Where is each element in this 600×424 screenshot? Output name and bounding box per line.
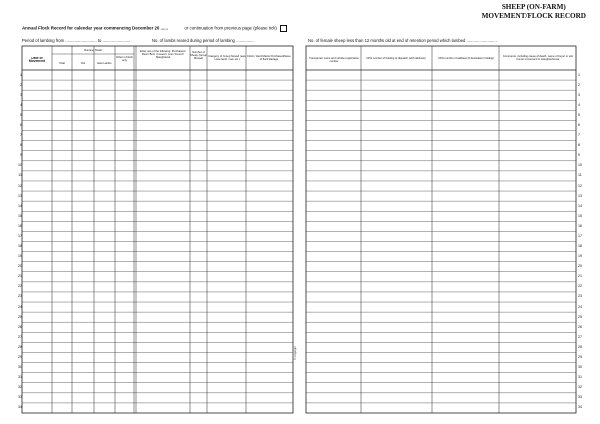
left-row-number: 11 xyxy=(18,173,22,178)
left-row-number: 3 xyxy=(20,92,22,97)
title-line1: SHEEP (ON-FARM) xyxy=(501,3,566,11)
header-flock-marks: Flock / Herd Marks Purchased/Issue of flock Eartags xyxy=(247,55,291,62)
right-row-number: 29 xyxy=(578,355,582,359)
left-table-border xyxy=(22,46,293,413)
left-row-number: 26 xyxy=(18,324,22,329)
right-row-number: 28 xyxy=(578,344,582,349)
right-row-number: 8 xyxy=(578,143,580,148)
right-row-number: 17 xyxy=(578,233,582,238)
female-sheep-label: No. of female sheep less than 12 months old at end of retention period which lambed .......................... xyxy=(308,38,497,43)
left-row-number: 31 xyxy=(18,375,22,380)
header-cph-dispatch: CPH number of holding of dispatch (with address) xyxy=(366,57,426,60)
right-row-number: 10 xyxy=(578,163,582,168)
left-row-number: 23 xyxy=(18,294,22,299)
right-row-number: 7 xyxy=(578,133,580,138)
header-enter-one: Enter one of the following: Purchased / Died / Born / Issued / Lost / Found / Slaughtered xyxy=(139,50,187,60)
right-row-number: 15 xyxy=(578,213,582,218)
left-row-number: 32 xyxy=(18,385,22,390)
copyright-side-note: © Copyright xyxy=(294,346,297,360)
header-total: Total xyxy=(59,62,65,65)
right-row-number: 23 xyxy=(578,294,582,299)
right-row-number: 2 xyxy=(578,82,580,87)
left-row-number: 25 xyxy=(18,314,22,319)
left-row-number: 13 xyxy=(18,193,22,198)
right-row-number: 12 xyxy=(578,183,582,188)
right-row-number: 4 xyxy=(578,102,580,107)
header-comments: Comments, including cause of death, name of buyer or vet/ home/ movement to slaughterhouse xyxy=(502,55,574,62)
header-date-of-movement: Date of Movement xyxy=(28,57,46,64)
header-other: Other in Flock only xyxy=(116,56,133,63)
annual-text: Annual Flock Record for calendar year commencing December 20 ...... xyxy=(22,25,168,31)
left-row-number: 19 xyxy=(18,254,22,259)
right-row-number: 16 xyxy=(578,223,582,228)
right-row-number: 20 xyxy=(578,264,582,269)
left-row-number: 27 xyxy=(18,334,22,339)
right-row-number: 22 xyxy=(578,284,582,289)
left-row-number: 30 xyxy=(18,365,22,370)
right-row-number: 13 xyxy=(578,193,582,198)
right-row-number: 25 xyxy=(578,314,582,319)
left-row-number: 24 xyxy=(18,304,22,309)
left-row-number: 33 xyxy=(18,395,22,400)
left-row-number: 6 xyxy=(20,122,22,127)
header-number: Number of Sheep (Group Moved) xyxy=(190,51,207,61)
header-ewe-lambs: Ewe Lambs xyxy=(97,62,112,65)
header-running-totals: Running Totals xyxy=(84,49,102,52)
right-row-number: 27 xyxy=(578,334,582,339)
right-row-number: 21 xyxy=(578,274,582,279)
left-row-number: 9 xyxy=(20,153,22,158)
right-row-number: 6 xyxy=(578,122,580,127)
left-row-number: 5 xyxy=(20,112,22,117)
title-line2: MOVEMENT/FLOCK RECORD xyxy=(481,12,586,20)
left-row-number: 12 xyxy=(18,183,22,188)
left-row-number: 17 xyxy=(18,233,22,238)
left-row-number: 1 xyxy=(20,72,22,77)
right-row-number: 31 xyxy=(578,375,582,380)
left-row-number: 10 xyxy=(18,163,22,168)
right-row-number: 9 xyxy=(578,153,580,158)
header-category: Category of Group Moved (ewe / ewe lamb / ram etc.) xyxy=(208,55,246,62)
right-row-number: 18 xyxy=(578,244,582,249)
left-row-number: 20 xyxy=(18,264,22,269)
right-row-number: 30 xyxy=(578,365,582,370)
right-row-number: 1 xyxy=(578,72,580,77)
right-row-number: 24 xyxy=(578,304,582,309)
header-cph-destination: CPH number of address (if destination holding) xyxy=(438,57,494,60)
left-row-number: 7 xyxy=(20,133,22,138)
header-out: Out xyxy=(80,62,86,65)
right-row-number: 33 xyxy=(578,395,582,400)
left-row-number: 2 xyxy=(20,82,22,87)
right-table-border xyxy=(306,46,576,413)
left-row-number: 29 xyxy=(18,355,22,359)
lambs-reared-label: No. of lambs reared during period of lambing ................ xyxy=(152,38,255,43)
right-row-number: 3 xyxy=(578,92,580,97)
left-row-number: 22 xyxy=(18,284,22,289)
header-transporter: Transporter name and vehicle registration number xyxy=(309,57,359,64)
right-row-number: 5 xyxy=(578,112,580,117)
left-row-number: 28 xyxy=(18,344,22,349)
left-row-number: 8 xyxy=(20,143,22,148)
left-row-number: 4 xyxy=(20,102,22,107)
period-lambing-label: Period of lambing from ........................... to ........................ xyxy=(22,38,131,43)
right-row-number: 34 xyxy=(578,405,582,410)
right-row-number: 32 xyxy=(578,385,582,390)
left-row-number: 15 xyxy=(18,213,22,218)
left-row-number: 14 xyxy=(18,203,22,208)
left-row-number: 16 xyxy=(18,223,22,228)
right-row-number: 11 xyxy=(578,173,582,178)
left-row-number: 34 xyxy=(18,405,22,410)
continuation-text: or continuation from previous page (please tick) xyxy=(184,25,277,31)
right-row-number: 19 xyxy=(578,254,582,259)
right-row-number: 14 xyxy=(578,203,582,208)
left-row-number: 21 xyxy=(18,274,22,279)
left-row-number: 18 xyxy=(18,244,22,249)
right-row-number: 26 xyxy=(578,324,582,329)
